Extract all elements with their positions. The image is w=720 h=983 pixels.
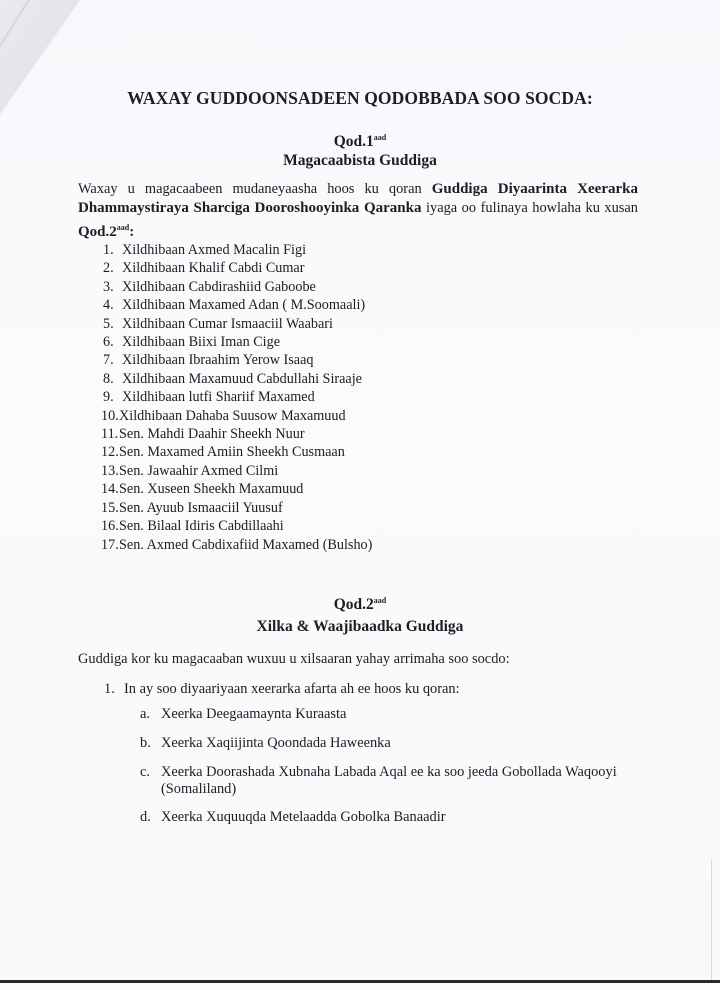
item-number: 3. — [103, 278, 114, 295]
member-name: Xildhibaan Khalif Cabdi Cumar — [122, 260, 305, 277]
list-item — [103, 517, 372, 535]
item-number: 11. — [101, 426, 119, 443]
law-item — [140, 809, 641, 826]
committee-name: Guddiga Diyaarinta Xeerarka Dhammaystiraya Sharciga Dooroshooyinka Qaranka — [78, 181, 638, 216]
member-name: Xildhibaan Maxamed Adan ( M.Soomaali) — [122, 297, 366, 314]
member-name: Sen. Axmed Cabdixafiid Maxamed (Bulsho) — [119, 536, 373, 553]
item-number: 14. — [101, 481, 119, 498]
law-item — [140, 706, 641, 723]
list-item — [103, 443, 372, 461]
member-name: Xildhibaan Biixi Iman Cige — [122, 334, 281, 351]
list-item — [103, 536, 372, 554]
law-item — [140, 764, 641, 798]
item-number: 10. — [101, 407, 119, 424]
intro-article-ref-sup: aad — [116, 223, 130, 232]
item-number: 1. — [103, 242, 114, 258]
item-number: 2. — [103, 260, 114, 277]
member-name: Sen. Maxamed Amiin Sheekh Cusmaan — [119, 444, 345, 461]
item-number: 17. — [101, 536, 119, 553]
member-name: Xildhibaan Cumar Ismaaciil Waabari — [122, 315, 333, 332]
member-name: Xildhibaan Maxamuud Cabdullahi Siraaje — [122, 370, 362, 387]
list-item — [103, 351, 372, 369]
article1-number-text: Qod.1 — [333, 133, 374, 150]
intro-plain-2: iyaga oo fulinaya howlaha ku xusan — [421, 200, 638, 216]
member-name: Xildhibaan Dahaba Suusow Maxamuud — [119, 407, 346, 424]
task-number: 1. — [104, 681, 115, 697]
list-item — [103, 241, 372, 259]
article2-number — [0, 596, 720, 614]
law-letter: a. — [140, 706, 150, 722]
item-number: 13. — [101, 462, 119, 479]
list-item — [103, 407, 372, 425]
article1-heading: Magacaabista Guddiga — [283, 152, 437, 169]
list-item — [103, 315, 372, 333]
article2-heading: Xilka & Waajibaadka Guddiga — [256, 618, 464, 635]
item-number: 15. — [101, 499, 119, 516]
article1-number-sup: aad — [373, 133, 387, 142]
member-name: Sen. Bilaal Idiris Cabdillaahi — [119, 518, 284, 535]
member-name: Xildhibaan Ibraahim Yerow Isaaq — [122, 352, 314, 369]
article2-number-sup: aad — [373, 596, 387, 605]
item-number: 6. — [103, 334, 114, 351]
list-item — [103, 462, 372, 480]
list-item — [103, 296, 372, 314]
article1-intro — [78, 180, 638, 242]
intro-end: : — [129, 224, 135, 240]
member-name: Sen. Jawaahir Axmed Cilmi — [119, 462, 279, 479]
page-edge — [711, 860, 712, 980]
intro-plain-1: Waxay u magacaabeen mudaneyaasha hoos ku qoran — [78, 181, 432, 197]
item-number: 12. — [101, 444, 119, 461]
article2-intro: Guddiga kor ku magacaaban wuxuu u xilsaaran yahay arrimaha soo socdo: — [78, 651, 510, 667]
item-number: 9. — [103, 389, 114, 406]
item-number: 5. — [103, 315, 114, 332]
law-text: Xeerka Xuquuqda Metelaadda Gobolka Banaadir — [161, 809, 446, 825]
members-list — [103, 241, 372, 554]
task-item — [104, 681, 460, 698]
list-item — [103, 259, 372, 277]
list-item — [103, 499, 372, 517]
list-item — [103, 333, 372, 351]
task-text: In ay soo diyaariyaan xeerarka afarta ah ee hoos ku qoran: — [124, 681, 460, 697]
law-text: Xeerka Xaqiijinta Qoondada Haweenka — [161, 735, 391, 751]
law-text: Xeerka Deegaamaynta Kuraasta — [161, 706, 347, 722]
member-name: Xildhibaan Cabdirashiid Gaboobe — [122, 278, 316, 295]
member-name: Xildhibaan lutfi Shariif Maxamed — [122, 389, 315, 406]
list-item — [103, 370, 372, 388]
item-number: 8. — [103, 370, 114, 387]
list-item — [103, 388, 372, 406]
law-letter: b. — [140, 735, 151, 751]
intro-article-ref: Qod.2 — [78, 224, 117, 240]
list-item — [103, 278, 372, 296]
document-title: WAXAY GUDDOONSADEEN QODOBBADA SOO SOCDA: — [127, 88, 593, 108]
law-letter: c. — [140, 764, 150, 780]
item-number: 4. — [103, 297, 114, 314]
law-item — [140, 735, 641, 752]
law-letter: d. — [140, 809, 151, 825]
article2-number-text: Qod.2 — [333, 596, 374, 613]
law-text: Xeerka Doorashada Xubnaha Labada Aqal ee ka soo jeeda Gobollada Waqooyi (Somaliland) — [161, 764, 617, 797]
item-number: 16. — [101, 518, 119, 535]
list-item — [103, 480, 372, 498]
article1-number — [0, 133, 720, 151]
member-name: Sen. Mahdi Daahir Sheekh Nuur — [119, 426, 305, 443]
member-name: Sen. Ayuub Ismaaciil Yuusuf — [119, 499, 283, 516]
member-name: Xildhibaan Axmed Macalin Figi — [122, 242, 307, 258]
member-name: Sen. Xuseen Sheekh Maxamuud — [119, 481, 304, 498]
item-number: 7. — [103, 352, 114, 369]
list-item — [103, 425, 372, 443]
